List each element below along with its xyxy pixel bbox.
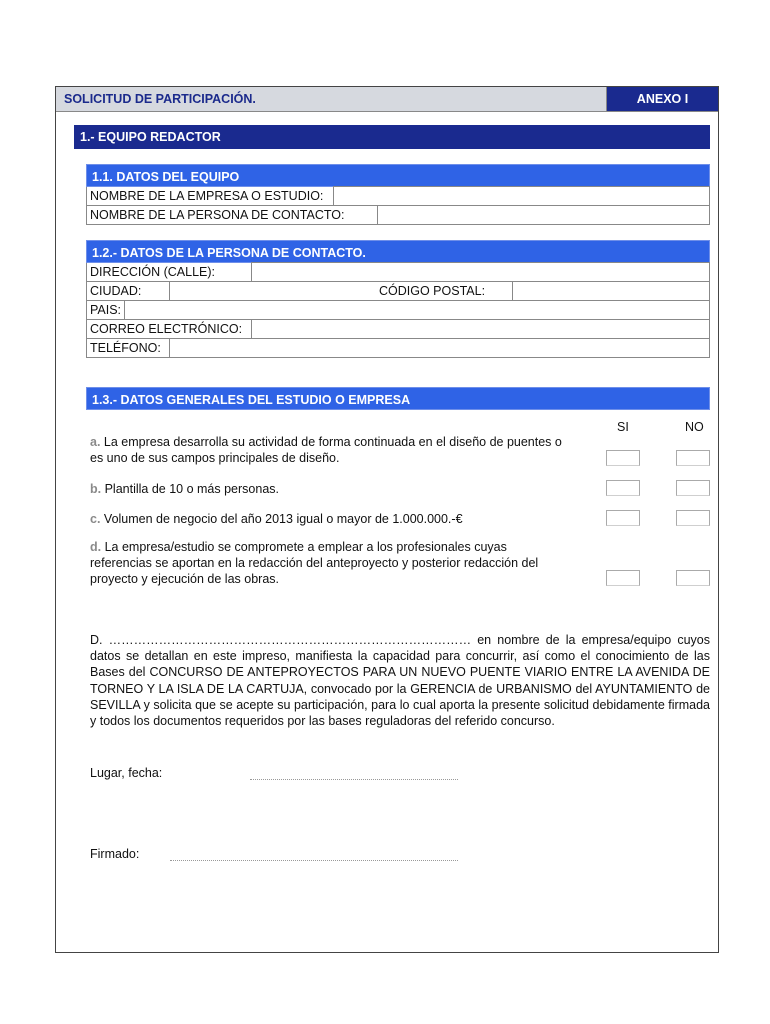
- address-field[interactable]: [251, 262, 710, 281]
- question-d-yes-checkbox[interactable]: [606, 570, 640, 586]
- question-c-text: Volumen de negocio del año 2013 igual o mayor de 1.000.000.-€: [103, 512, 463, 526]
- question-d-no-checkbox[interactable]: [676, 570, 710, 586]
- declaration-paragraph: D. …………………………………………………………………………… en nombre de la empresa/equipo cuyos datos se detallan en este impreso, manifiesta la capacidad para concurrir, así como el conocimiento de las Bases del CONCURSO DE ANTEPROYECTOS PARA UN NUEVO PUENTE VIARIO ENTRE LA AVENIDA DE TORNEO Y LA ISLA DE LA CARTUJA, convocado por la GERENCIA de URBANISMO del AYUNTAMIENTO de SEVILLA y solicita que se acepte su participación, para lo cual aporta la presente solicitud debidamente firmada y todos los documentos requeridos por las bases reguladoras del referido concurso.: [90, 633, 710, 729]
- question-d-text: La empresa/estudio se compromete a emplear a los profesionales cuyas referencias se aportan en la redacción del anteproyecto y posterior redacción del proyecto y ejecución de las obras.: [90, 540, 539, 586]
- company-name-field[interactable]: [333, 186, 710, 205]
- no-column-label: NO: [685, 420, 704, 434]
- question-c-letter: c.: [90, 512, 101, 526]
- annex-label: ANEXO I: [606, 87, 718, 111]
- country-row: [86, 301, 710, 320]
- company-name-row: [86, 187, 710, 206]
- contact-name-label: NOMBRE DE LA PERSONA DE CONTACTO:: [90, 208, 345, 222]
- place-date-line[interactable]: [250, 766, 458, 780]
- section-datos-generales-header: 1.3.- DATOS GENERALES DEL ESTUDIO O EMPRESA: [86, 387, 710, 410]
- email-label: CORREO ELECTRÓNICO:: [90, 322, 243, 336]
- email-field[interactable]: [251, 319, 710, 338]
- address-row: [86, 263, 710, 282]
- postal-code-field[interactable]: [512, 281, 710, 300]
- city-field[interactable]: [169, 281, 375, 300]
- phone-field[interactable]: [169, 338, 710, 357]
- question-a-letter: a.: [90, 435, 101, 449]
- question-a: [90, 434, 570, 466]
- country-field[interactable]: [124, 300, 710, 319]
- question-a-no-checkbox[interactable]: [676, 450, 710, 466]
- phone-row: [86, 339, 710, 358]
- country-label: PAIS:: [90, 303, 122, 317]
- city-row: [86, 282, 710, 301]
- question-b-yes-checkbox[interactable]: [606, 480, 640, 496]
- question-c: [90, 511, 570, 527]
- signed-label: Firmado:: [90, 847, 140, 861]
- question-d-letter: d.: [90, 540, 102, 554]
- section-datos-equipo-header: 1.1. DATOS DEL EQUIPO: [86, 164, 710, 187]
- question-a-yes-checkbox[interactable]: [606, 450, 640, 466]
- contact-name-row: [86, 206, 710, 225]
- contact-name-field[interactable]: [377, 205, 710, 224]
- postal-code-label: CÓDIGO POSTAL:: [379, 284, 486, 298]
- question-c-no-checkbox[interactable]: [676, 510, 710, 526]
- question-b: [90, 481, 570, 497]
- form-header: [56, 87, 718, 112]
- question-b-no-checkbox[interactable]: [676, 480, 710, 496]
- section-persona-contacto-header: 1.2.- DATOS DE LA PERSONA DE CONTACTO.: [86, 240, 710, 263]
- question-d: [90, 539, 560, 587]
- email-row: [86, 320, 710, 339]
- yes-column-label: SI: [617, 420, 629, 434]
- question-b-letter: b.: [90, 482, 102, 496]
- company-name-label: NOMBRE DE LA EMPRESA O ESTUDIO:: [90, 189, 324, 203]
- signature-line[interactable]: [170, 847, 458, 861]
- form-title: SOLICITUD DE PARTICIPACIÓN.: [64, 92, 256, 106]
- question-b-text: Plantilla de 10 o más personas.: [104, 482, 280, 496]
- place-date-label: Lugar, fecha:: [90, 766, 163, 780]
- address-label: DIRECCIÓN (CALLE):: [90, 265, 216, 279]
- phone-label: TELÉFONO:: [90, 341, 161, 355]
- question-a-text: La empresa desarrolla su actividad de forma continuada en el diseño de puentes o es uno de sus campos principales de diseño.: [90, 435, 562, 465]
- section-equipo-redactor: 1.- EQUIPO REDACTOR: [74, 125, 710, 149]
- question-c-yes-checkbox[interactable]: [606, 510, 640, 526]
- city-label: CIUDAD:: [90, 284, 142, 298]
